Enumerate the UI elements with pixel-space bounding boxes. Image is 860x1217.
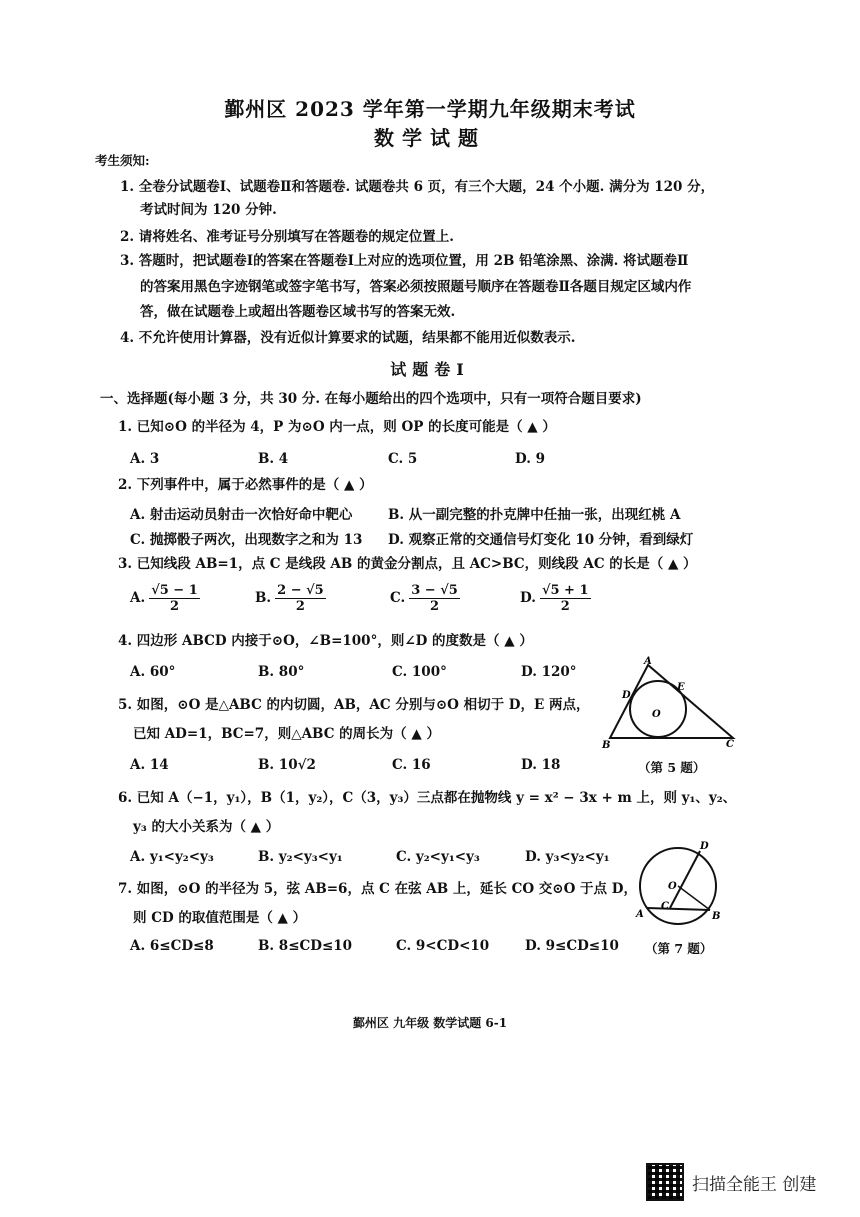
q3-option-a: A. $\frac{√5 - 1}{2}$	[130, 583, 198, 614]
q7-option-d: D. 9≤CD≤10	[525, 938, 619, 954]
q2-option-d: D. 观察正常的交通信号灯变化 10 分钟，看到绿灯	[388, 532, 694, 548]
fig5-label-o: O	[652, 709, 661, 720]
q2-option-a: A. 射击运动员射击一次恰好命中靶心	[130, 507, 353, 523]
qr-code-icon	[646, 1163, 684, 1201]
q5-option-b: B. 10√2	[258, 757, 316, 773]
q5-figure	[600, 655, 750, 750]
q1-option-b: B. 4	[258, 451, 289, 467]
chord-ab	[647, 908, 710, 910]
triangle-abc	[610, 665, 733, 738]
section-title: 试题卷Ⅰ	[390, 360, 470, 379]
notice-item-3: 3. 答题时，把试题卷Ⅰ的答案在答题卷Ⅰ上对应的选项位置，用 2B 铅笔涂黑、涂满. 将试题卷Ⅱ	[120, 253, 689, 269]
notice-item-4: 4. 不允许使用计算器，没有近似计算要求的试题，结果都不能用近似数表示.	[120, 330, 576, 346]
q7-stem-line2: 则 CD 的取值范围是（ ▲ ）	[133, 910, 307, 926]
q7-figure	[628, 838, 728, 938]
q7-option-b: B. 8≤CD≤10	[258, 938, 353, 954]
q4-option-c: C. 100°	[392, 664, 447, 680]
q5-caption: （第 5 题）	[638, 760, 706, 775]
q4-option-d: D. 120°	[521, 664, 577, 680]
fig7-label-c: C	[661, 901, 669, 912]
q3-option-c: C. $\frac{3 - √5}{2}$	[390, 583, 458, 614]
notice-item-1: 1. 全卷分试题卷Ⅰ、试题卷Ⅱ和答题卷. 试题卷共 6 页，有三个大题，24 个小题. 满分为 120 分，	[120, 179, 715, 195]
q4-stem: 4. 四边形 ABCD 内接于⊙O，∠B=100°，则∠D 的度数是（ ▲ ）	[118, 633, 533, 649]
notice-item-3-cont1: 的答案用黑色字迹钢笔或签字笔书写，答案必须按照题号顺序在答题卷Ⅱ各题目规定区域内作	[140, 279, 692, 295]
q3-stem: 3. 已知线段 AB=1，点 C 是线段 AB 的黄金分割点，且 AC>BC，则线段 AC 的长是（ ▲ ）	[118, 556, 697, 572]
q5-stem-line2: 已知 AD=1，BC=7，则△ABC 的周长为（ ▲ ）	[133, 726, 440, 742]
q7-option-a: A. 6≤CD≤8	[130, 938, 214, 954]
fig7-label-d: D	[700, 841, 709, 852]
notice-item-3-cont2: 答，做在试题卷上或超出答题卷区域书写的答案无效.	[140, 304, 456, 320]
fig7-label-b: B	[712, 911, 721, 922]
q1-option-c: C. 5	[388, 451, 418, 467]
exam-subtitle: 数学试题	[374, 126, 486, 150]
q6-option-a: A. y₁<y₂<y₃	[130, 849, 214, 865]
fig5-label-e: E	[677, 682, 685, 693]
q7-caption: （第 7 题）	[645, 941, 713, 956]
notice-item-1-cont: 考试时间为 120 分钟.	[140, 202, 277, 218]
q5-option-a: A. 14	[130, 757, 169, 773]
part1-heading: 一、选择题(每小题 3 分，共 30 分. 在每小题给出的四个选项中，只有一项符合题目要求)	[100, 391, 642, 407]
q2-option-b: B. 从一副完整的扑克牌中任抽一张，出现红桃 A	[388, 507, 681, 523]
page-footer: 鄞州区 九年级 数学试题 6-1	[352, 1016, 508, 1030]
q6-stem-line2: y₃ 的大小关系为（ ▲ ）	[133, 819, 280, 835]
q1-option-d: D. 9	[515, 451, 546, 467]
q5-stem-line1: 5. 如图，⊙O 是△ABC 的内切圆，AB，AC 分别与⊙O 相切于 D，E 两点，	[118, 697, 590, 713]
exam-title: 鄞州区 2023 学年第一学期九年级期末考试	[224, 97, 636, 121]
notice-item-2: 2. 请将姓名、准考证号分别填写在答题卷的规定位置上.	[120, 229, 454, 245]
q5-option-d: D. 18	[521, 757, 561, 773]
q5-option-c: C. 16	[392, 757, 431, 773]
q3-option-d: D. $\frac{√5 + 1}{2}$	[520, 583, 589, 614]
fig5-label-c: C	[726, 739, 734, 750]
notice-heading: 考生须知:	[95, 153, 150, 168]
q3-option-b: B. $\frac{2 - √5}{2}$	[255, 583, 324, 614]
q1-option-a: A. 3	[130, 451, 160, 467]
scanner-watermark: 扫描全能王 创建	[692, 1175, 817, 1195]
q4-option-b: B. 80°	[258, 664, 305, 680]
fig5-label-a: A	[644, 656, 652, 667]
segment-ob	[678, 886, 710, 910]
fig5-label-d: D	[622, 690, 631, 701]
q4-option-a: A. 60°	[130, 664, 176, 680]
q7-stem-line1: 7. 如图，⊙O 的半径为 5，弦 AB=6，点 C 在弦 AB 上，延长 CO 交⊙O 于点 D，	[118, 881, 637, 897]
fig5-label-b: B	[602, 740, 611, 750]
q6-option-c: C. y₂<y₁<y₃	[396, 849, 480, 865]
q7-option-c: C. 9<CD<10	[396, 938, 490, 954]
q1-stem: 1. 已知⊙O 的半径为 4，P 为⊙O 内一点，则 OP 的长度可能是（ ▲ ）	[118, 419, 556, 435]
fig7-label-o: O	[668, 881, 677, 892]
q6-option-d: D. y₃<y₂<y₁	[525, 849, 610, 865]
fig7-label-a: A	[636, 909, 644, 920]
q6-stem-line1: 6. 已知 A（−1，y₁），B（1，y₂），C（3，y₃）三点都在抛物线 y = x² − 3x + m 上，则 y₁、y₂、	[118, 790, 737, 806]
q2-stem: 2. 下列事件中，属于必然事件的是（ ▲ ）	[118, 477, 373, 493]
q6-option-b: B. y₂<y₃<y₁	[258, 849, 343, 865]
q2-option-c: C. 抛掷骰子两次，出现数字之和为 13	[130, 532, 363, 548]
